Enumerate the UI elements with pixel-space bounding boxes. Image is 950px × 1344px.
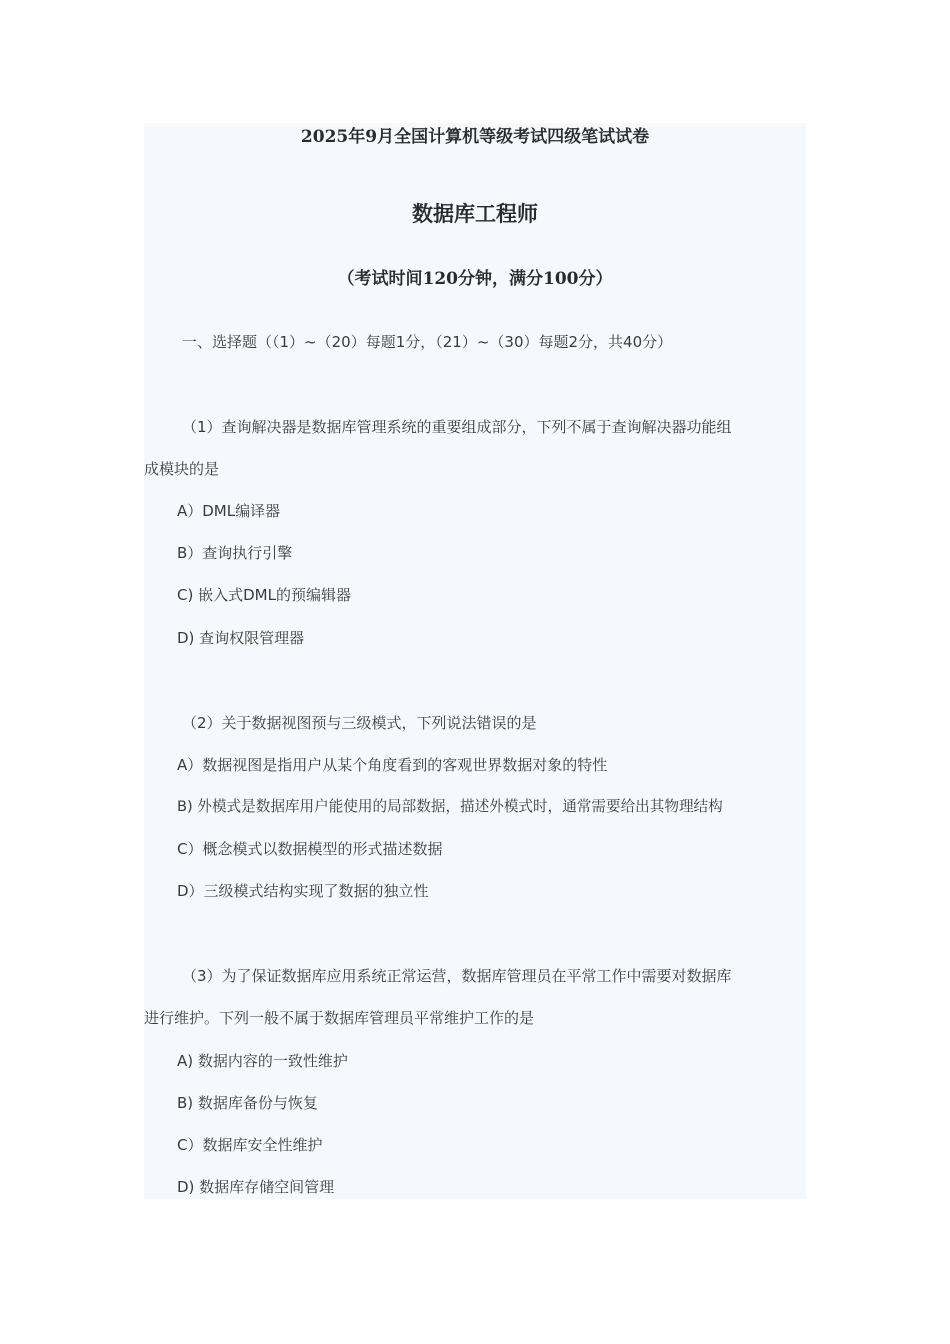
- exam-time-info: （考试时间120分钟，满分100分）: [337, 269, 613, 289]
- question-stem: （2）关于数据视图预与三级模式，下列说法错误的是: [182, 714, 537, 732]
- option-a: A）DML编译器: [177, 502, 281, 520]
- question-stem-continued: 进行维护。下列一般不属于数据库管理员平常维护工作的是: [144, 1009, 535, 1027]
- option-d: D) 查询权限管理器: [177, 629, 305, 647]
- option-a: A）数据视图是指用户从某个角度看到的客观世界数据对象的特性: [177, 756, 608, 774]
- section-heading: 一、选择题（（1）~（20）每题1分，（21）~（30）每题2分，共40分）: [182, 333, 673, 351]
- option-c: C）概念模式以数据模型的形式描述数据: [177, 840, 443, 858]
- option-b: B）查询执行引擎: [177, 544, 293, 562]
- exam-title: 2025年9月全国计算机等级考试四级笔试试卷: [300, 127, 650, 147]
- option-c: C) 嵌入式DML的预编辑器: [177, 586, 351, 604]
- question-stem: （3）为了保证数据库应用系统正常运营，数据库管理员在平常工作中需要对数据库: [182, 967, 732, 985]
- option-b: B) 数据库备份与恢复: [177, 1094, 318, 1112]
- option-c: C）数据库安全性维护: [177, 1136, 323, 1154]
- option-d: D) 数据库存储空间管理: [177, 1178, 335, 1196]
- option-d: D）三级模式结构实现了数据的独立性: [177, 882, 429, 900]
- option-a: A) 数据内容的一致性维护: [177, 1052, 348, 1070]
- question-stem-continued: 成模块的是: [144, 460, 220, 478]
- option-b: B) 外模式是数据库用户能使用的局部数据，描述外模式时，通常需要给出其物理结构: [177, 798, 723, 815]
- exam-subtitle: 数据库工程师: [412, 201, 538, 226]
- question-stem: （1）查询解决器是数据库管理系统的重要组成部分，下列不属于查询解决器功能组: [182, 418, 732, 436]
